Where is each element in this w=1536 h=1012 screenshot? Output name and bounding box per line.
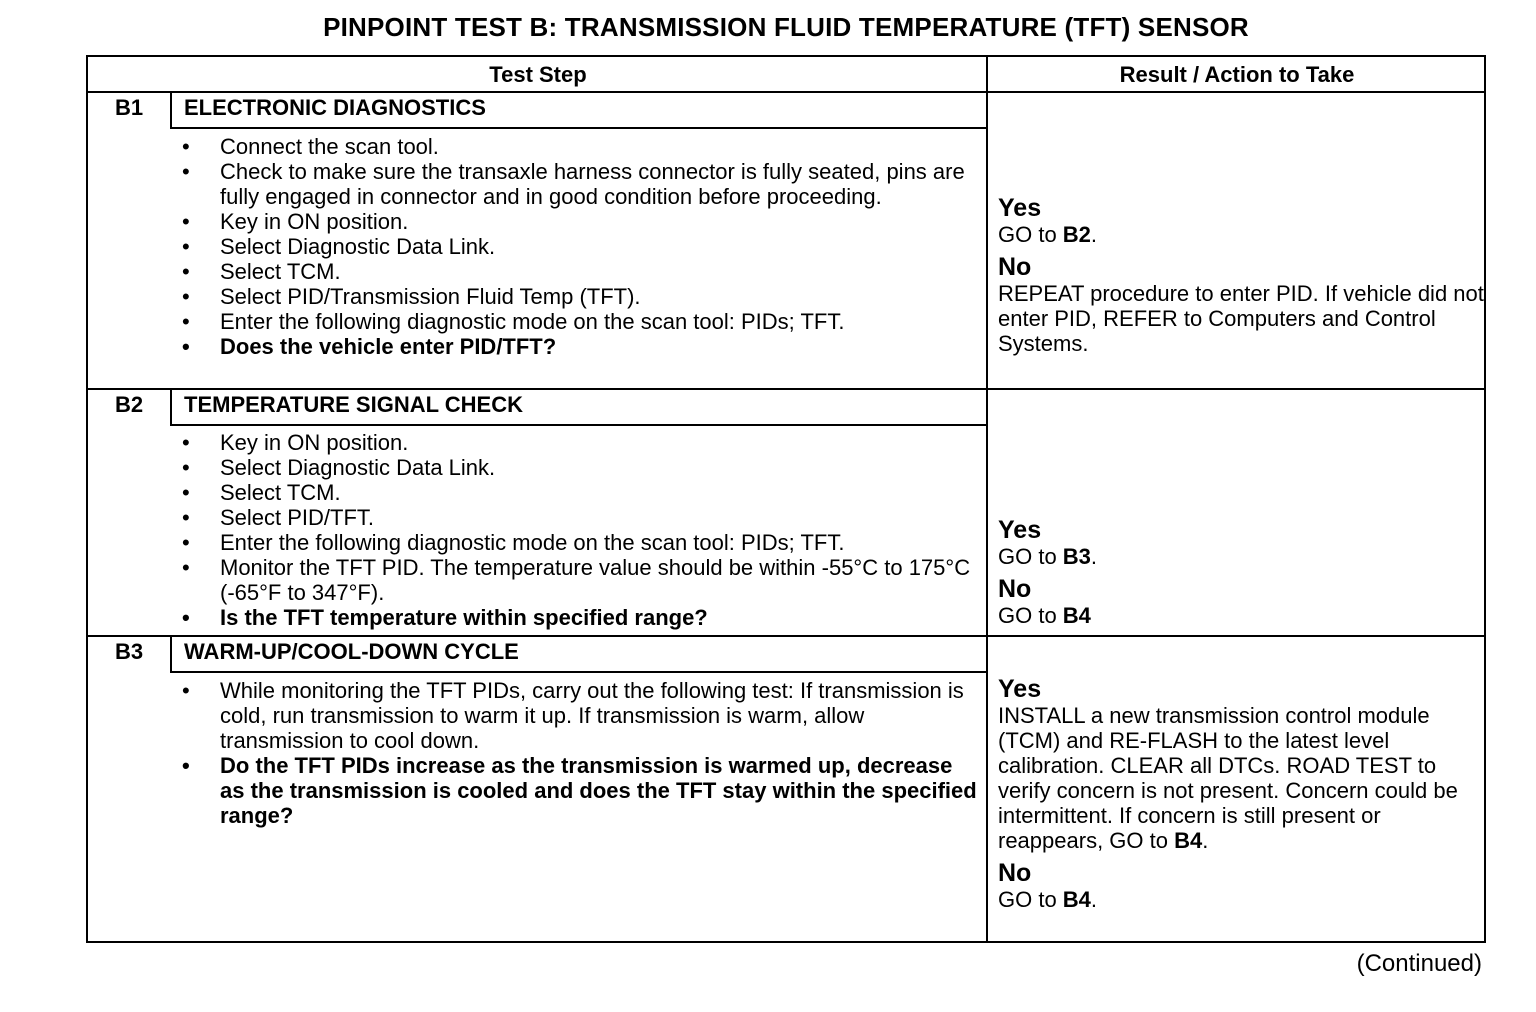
instruction-item: • Select Diagnostic Data Link.: [178, 455, 978, 480]
row-divider: [88, 388, 1484, 390]
yes-label: Yes: [998, 194, 1042, 222]
instruction-item: • Select Diagnostic Data Link.: [178, 234, 978, 259]
column-header-test-step: Test Step: [489, 62, 587, 87]
step-result: [998, 675, 1484, 912]
continued-note: (Continued): [1356, 950, 1482, 977]
no-label: No: [998, 575, 1032, 603]
step-title-underline: [170, 424, 986, 426]
pinpoint-test-table: [86, 55, 1486, 943]
column-divider: [986, 57, 988, 943]
step-id-divider: [170, 637, 172, 672]
instruction-item: • Enter the following diagnostic mode on the scan tool: PIDs; TFT.: [178, 309, 978, 334]
instruction-item: • While monitoring the TFT PIDs, carry out the following test: If transmission is cold, run transmission to warm it up. If transmission is warm, allow transmission to cool down.: [178, 678, 978, 753]
step-id: B3: [114, 639, 144, 664]
step-reference: B4: [1174, 828, 1203, 853]
step-instructions: [178, 430, 978, 630]
step-id-divider: [170, 390, 172, 425]
yes-action: INSTALL a new transmission control module (TCM) and RE-FLASH to the latest level calibration. CLEAR all DTCs. ROAD TEST to verify concern is not present. Concern could be intermittent. If concern is still present or reappears, GO to B4.: [998, 703, 1458, 853]
step-id: B1: [114, 95, 144, 120]
step-question: • Do the TFT PIDs increase as the transmission is warmed up, decrease as the transmission is cooled and does the TFT stay within the specified range?: [178, 753, 978, 828]
instruction-item: • Check to make sure the transaxle harness connector is fully seated, pins are fully engaged in connector and in good condition before proceeding.: [178, 159, 978, 209]
step-question: • Is the TFT temperature within specified range?: [178, 605, 978, 630]
yes-action: GO to B3.: [998, 544, 1098, 569]
step-title: WARM-UP/COOL-DOWN CYCLE: [184, 639, 519, 664]
column-header-result: Result / Action to Take: [1119, 62, 1355, 87]
instruction-item: • Key in ON position.: [178, 430, 978, 455]
step-id-divider: [170, 93, 172, 128]
step-instructions: [178, 134, 978, 359]
instruction-item: • Select TCM.: [178, 259, 978, 284]
page-title: PINPOINT TEST B: TRANSMISSION FLUID TEMPERATURE (TFT) SENSOR: [323, 12, 1249, 42]
step-result: [998, 516, 1484, 628]
step-reference: B3: [1062, 544, 1091, 569]
row-divider: [88, 635, 1484, 637]
step-title-underline: [170, 127, 986, 129]
yes-label: Yes: [998, 675, 1042, 703]
step-title-underline: [170, 671, 986, 673]
step-result: [998, 194, 1484, 356]
instruction-item: • Key in ON position.: [178, 209, 978, 234]
no-label: No: [998, 253, 1032, 281]
instruction-item: • Enter the following diagnostic mode on the scan tool: PIDs; TFT.: [178, 530, 978, 555]
step-title: TEMPERATURE SIGNAL CHECK: [184, 392, 523, 417]
no-action: GO to B4: [998, 603, 1091, 628]
step-reference: B2: [1062, 222, 1091, 247]
instruction-item: • Select TCM.: [178, 480, 978, 505]
no-action: REPEAT procedure to enter PID. If vehicle did not enter PID, REFER to Computers and Control Systems.: [998, 281, 1484, 356]
step-question: • Does the vehicle enter PID/TFT?: [178, 334, 978, 359]
row-divider: [88, 91, 1484, 93]
no-action: GO to B4.: [998, 887, 1098, 912]
instruction-item: • Select PID/TFT.: [178, 505, 978, 530]
step-reference: B4: [1062, 887, 1091, 912]
instruction-item: • Select PID/Transmission Fluid Temp (TFT).: [178, 284, 978, 309]
yes-label: Yes: [998, 516, 1042, 544]
instruction-item: • Connect the scan tool.: [178, 134, 978, 159]
step-id: B2: [114, 392, 144, 417]
instruction-item: • Monitor the TFT PID. The temperature value should be within -55°C to 175°C (-65°F to 347°F).: [178, 555, 978, 605]
step-reference: B4: [1062, 603, 1091, 628]
step-instructions: [178, 678, 978, 828]
yes-action: GO to B2.: [998, 222, 1098, 247]
no-label: No: [998, 859, 1032, 887]
step-title: ELECTRONIC DIAGNOSTICS: [184, 95, 486, 120]
